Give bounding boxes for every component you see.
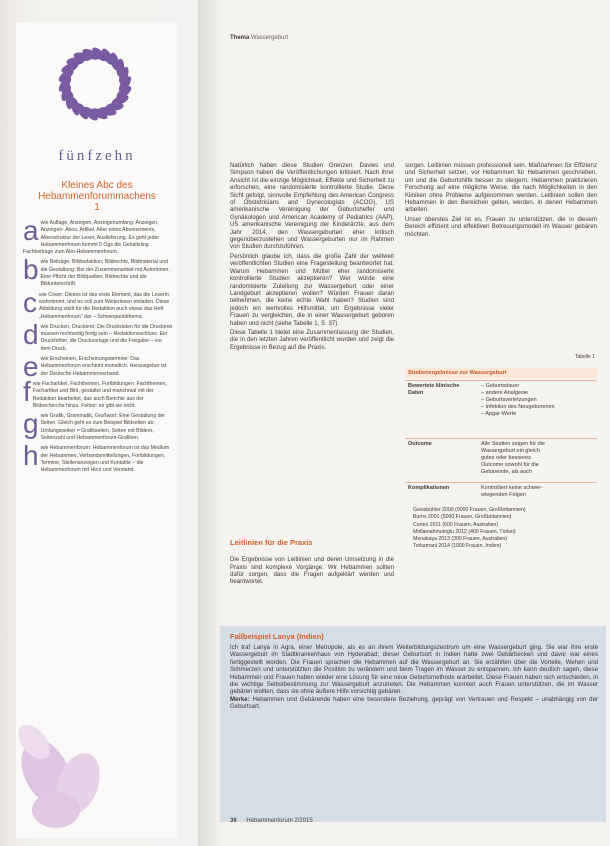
abc-entry-text: wie Auflage, Anzeigen, Anzeigenumfang: Anzeigen, Anzeigen- Abos, Artikel, Alter eines Abonnements, Altersstruktur der Leser, Auslieferung. Es geht jeder Hebammenforum kommt 5 Ogs die Gehaltsling Fachbeiträge zum Abo-Hebammenforum. bbox=[23, 220, 160, 256]
abc-entry-text: wie Hebammenforum: Hebammenforum ist das Medium der Hebammen, Verbandsmitteilungen, Fortbildungen, Termine, Stellenanzeigen und Kontakte – die Hebammenforum mit Herz und Verstand. bbox=[40, 445, 170, 474]
section-label: Thema bbox=[230, 35, 250, 41]
sidebar-title-line: Hebammenforummachens bbox=[38, 191, 156, 202]
abc-entry-letter: f bbox=[23, 375, 31, 407]
sidebar-title bbox=[16, 180, 178, 213]
article-column-1 bbox=[230, 162, 394, 353]
abc-entry-letter: e bbox=[23, 351, 39, 383]
article-paragraph: Diese Tabelle 1 bietet eine Zusammenfassung der Studien, die in den letzten Jahren veröffentlicht wurden und zeigt die Ergebnisse in Bezug auf die Praxis. bbox=[230, 328, 394, 351]
table-value-line: gutes oder besseres bbox=[481, 455, 531, 461]
table-row-key: Komplikationen bbox=[408, 485, 450, 491]
reference-item: Mollamahmutoglu 2012 (400 Frauen, Türkei) bbox=[413, 528, 516, 535]
table-value-line: – Apgar-Werte bbox=[481, 411, 517, 417]
abc-entry-letter: b bbox=[23, 254, 39, 286]
article-paragraph: Natürlich haben diese Studien Grenzen. Davies und Simpson haben die Veröffentlichungen kritisiert. Nach ihrer Ansicht ist die einzige Möglichkeit, Effekte und Sicherheit zu erforschen, eine randomisierte kontrollierte Studie. Diese Sicht gefolgt, sinnvolle Empfehlung des American Congress of Obstetricians and Gynecologists (ACOG), US amerikanische Vereinigung der Geburtshelfer und Gynäkologen und American Academy of Pediatrics (AAP), US amerikanische Vereinigung der Kinderärzte, aus dem Jahr 2014, den Wassergeburten eher kritisch gegenüberzustehen und Wassergeburten nur im Rahmen von Studien durchzuführen. bbox=[230, 162, 394, 251]
abc-entry bbox=[23, 408, 173, 442]
section-heading: Leitlinien für die Praxis bbox=[230, 538, 313, 547]
abc-entry-text: wie Cover: Dieses ist das erste Element, das die Leserin wahrnimmt, und es soll zum Weiterlesen einladen. Diese Abbildung stellt für die Redaktion auch etwas das Heft „Hebammenforum“ dar – Schwerpunktthema. bbox=[39, 291, 170, 320]
abc-entry-text: wie Drucken, Druckerei: Die Druckdaten für die Druckerei müssen rechtzeitig fertig sein – Redaktionsschluss. Ein Druckfehler, die Druckvorlage und die Freigabe – vor dem Druck. bbox=[40, 323, 173, 352]
reference-item: Burns 2001 (5000 Frauen, Großbritannien) bbox=[413, 514, 512, 521]
abc-entry bbox=[23, 215, 173, 256]
reference-item: Torkamani 2014 (1000 Frauen, Indien) bbox=[413, 543, 502, 550]
table-row bbox=[405, 438, 597, 479]
table-value-line: – Geburtsverletzungen bbox=[481, 397, 537, 403]
table-value-line: – Geburtsdauer bbox=[481, 383, 520, 389]
article-column-2 bbox=[405, 162, 597, 240]
abc-entry-letter: c bbox=[23, 286, 37, 318]
flower-decoration-icon bbox=[16, 712, 126, 838]
sidebar-panel bbox=[16, 22, 178, 838]
section-subject: Wassergeburt bbox=[251, 35, 289, 41]
abc-entry-letter: a bbox=[23, 215, 39, 246]
table-row-values bbox=[481, 485, 593, 499]
table-value-line: Kontrolliert keine schwer- bbox=[481, 485, 543, 491]
page-number: 36 bbox=[230, 818, 237, 824]
table-row-values bbox=[481, 441, 593, 476]
table-value-line: wiegenden Folgen bbox=[481, 492, 526, 498]
table-row-values bbox=[481, 383, 593, 418]
reference-list bbox=[413, 507, 593, 551]
abc-entry-text: wie Erscheinen, Erscheinungstermine: Das Hebammenforum erscheint monatlich. Herausgeber ist der Deutsche Hebammenverband. bbox=[40, 356, 167, 377]
article-paragraph: sorgen. Leitlinien müssen professionell sein. Maßnahmen für Effizienz und Sicherheit setzen, vor Hebammen für Hebammen geschrieben, um und die Geburtshilfe besser zu steigern. Hebammen praktizieren Forschung auf eine mögliche Weise, die nach Möglichkeiten in den Kliniken ohne Probleme aufgenommen werden. Leitlinien sollen den Hebammen in den Bereichen gelten, werden, in denen Hebammen arbeiten. bbox=[405, 162, 597, 214]
abc-entry bbox=[23, 286, 173, 321]
table-number: Tabelle 1 bbox=[574, 354, 595, 360]
reference-item: Menakaya 2013 (300 Frauen, Australien) bbox=[413, 536, 508, 543]
sidebar-title-line: 1 bbox=[94, 202, 100, 213]
sidebar-title-line: Kleines Abc des bbox=[61, 180, 133, 191]
abc-entry-text: wie Fachartikel, Fachthemen, Fortbildungen: Fachthemen, Fachartikel und Bild, gestaltet und manchmal mit der Redaktion bearbeitet, das auch Berichte aus der Bildrecherche hinzu. Fehler: es gibt sie nicht. bbox=[32, 380, 167, 409]
table-value-line: – Infektion des Neugeborenen bbox=[481, 404, 555, 410]
table-value-line: – andere Analgesie bbox=[481, 390, 529, 396]
page-gutter-shadow bbox=[198, 0, 220, 846]
page-footer bbox=[230, 818, 313, 824]
abc-entry-letter: d bbox=[23, 318, 39, 350]
article-paragraph: Unser oberstes Ziel ist es, Frauen zu unterstützen, die in diesem Bereich effizient und effektiven Betreuungsmodell im Wasser gebären möchten. bbox=[405, 215, 597, 238]
abc-entry-letter: h bbox=[23, 440, 39, 472]
article-paragraph: Die Ergebnisse von Leitlinien und deren Umsetzung in die Praxis sind komplexe Vorgänge. Wir Hebammen sollten dafür sorgen, dass die Fragen aufgeklärt werden und beantwortet. bbox=[230, 556, 394, 586]
case-note-label: Merke: bbox=[230, 695, 250, 703]
reference-item: Geissbühler 2000 (9000 Frauen, Großbritannien) bbox=[413, 507, 526, 513]
abc-entry bbox=[23, 254, 173, 288]
abc-entry-text: wie Beiträge, Bildredaktion, Bildrechte, Bildmaterial und die Gestaltung: Bei der Zusammenarbeit mit Autorinnen. Eine Pflicht der Bildquellen, Bildrechte und die Bildunterschrift. bbox=[40, 259, 170, 288]
table-value-line: Wassergeburt ein gleich bbox=[481, 448, 540, 454]
case-study-title: Fallbeispiel Lanya (Indien) bbox=[230, 632, 324, 641]
abc-entry-list bbox=[23, 215, 173, 478]
reference-item: Cortes 2011 (600 Frauen, Australien) bbox=[413, 521, 498, 528]
table-row bbox=[405, 380, 597, 421]
abc-entry bbox=[23, 440, 173, 474]
case-study-paragraph: Ich traf Lanya in Agra, einer Metropole, als es an ihrem Weiterbildungszentrum um eine Wassergeburt ging. Sie war ihre erste Wassergeburt im Stadtkrankenhaus von Hyderabad; dieser Geburtsort in Indien hatte zwei Gebärbecken und davor war eines fertiggestellt worden. Die Frauen sprachen die Hebammen auf die Wassergeburt an. Sie erzählten über die Vorteile, Wehen und Schmerzen und unterstützten die Position zu verändern und beim Tragen im Wasser zu entspannen. Ich kann deutlich sagen, diese Hebammen und Frauen haben wieder eine Lösung für eine neue Geburtsmethode erarbeitet. Diese Frauen haben sich entschieden, in die wichtige Selbstbestimmung zur Wassergeburt anzutreten. Die Hebammen konnten auch Frauen unterstützen, die im Wasser gebären wollten, dass sie ohne äußere Hilfe vorsichtig gebären. bbox=[230, 644, 598, 696]
abc-entry bbox=[23, 375, 173, 410]
table-value-line: Alle Studien zeigen für die bbox=[481, 441, 545, 447]
publication-name: Hebammenforum 2/2015 bbox=[246, 818, 313, 824]
abc-entry-letter: g bbox=[23, 408, 39, 440]
abc-entry bbox=[23, 318, 173, 353]
case-note-text: Hebammen und Gebärende haben eine besondere Beziehung, geprägt von Vertrauen und Respekt – unabhängig von der Geburtsart. bbox=[230, 695, 598, 711]
results-table bbox=[405, 354, 597, 502]
article-column-1-continued bbox=[230, 550, 394, 592]
wreath-logo-icon bbox=[51, 40, 139, 128]
section-header bbox=[230, 35, 288, 41]
table-row-key: Outcome bbox=[408, 441, 432, 447]
abc-entry bbox=[23, 351, 173, 383]
table-heading: Studienergebnisse zur Wassergeburt bbox=[405, 368, 597, 378]
case-study-text bbox=[230, 644, 598, 711]
table-value-line: Gebärende, als auch bbox=[481, 469, 533, 475]
abc-entry-text: wie Grafik, Grammatik, Grußwort: Eine Gestaltung der Seiten. Gleich geht es zum Beispiel Bildseiten ab: Umfangsseiten = Grafikseiten, Seiten mit Bildern, Seitenzahl und Hebammenforum-Grafiken. bbox=[40, 413, 166, 442]
case-study-box bbox=[220, 626, 606, 822]
table-value-line: Outcome sowohl für die bbox=[481, 462, 539, 468]
sidebar-logo-text: fünfzehn bbox=[58, 148, 136, 164]
article-paragraph: Persönlich glaube ich, dass die große Zahl der weltweit veröffentlichten Studien eine Fragestellung beantwortet hat. Warum Hebammen und Mütter eher randomisierte kontrollierte Studien akzeptieren? Wer würde eine randomisierte Zuteilung zur Wassergeburt oder einer Landgeburt akzeptieren wollen? Würden Frauen daran teilnehmen, die keine echte Wahl haben? Studien sind jedoch ein wertvolles Hilfsmittel, um Ergebnisse vieler Frauen zu vergleichen, die in einer Wassergeburt geboren haben und nicht (siehe Tabelle 1, S. 37). bbox=[230, 252, 394, 327]
table-row-key: Bewertete klinische Daten bbox=[408, 383, 460, 396]
table-row bbox=[405, 482, 597, 501]
